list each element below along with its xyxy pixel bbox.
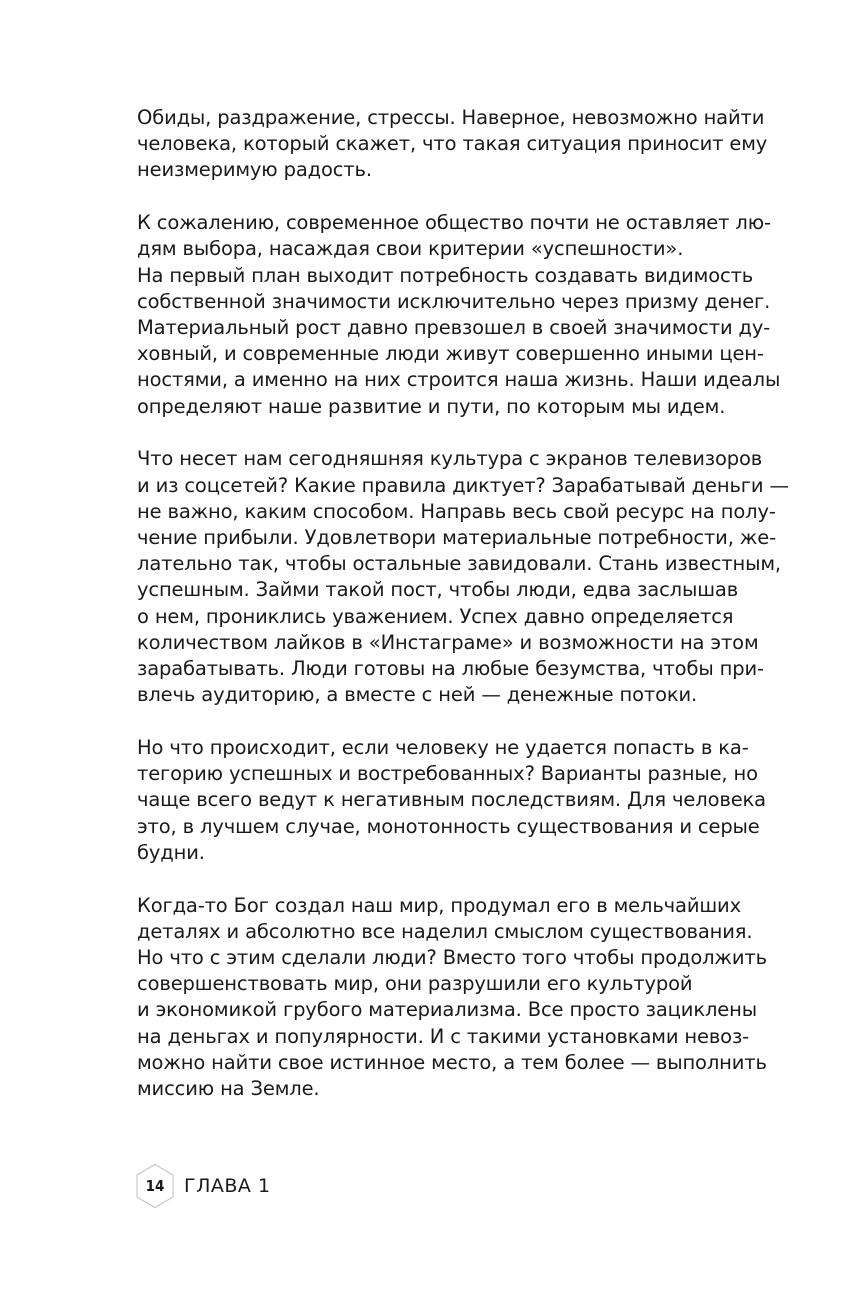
page-footer	[135, 1163, 271, 1209]
text-line: ностями, а именно на них строится наша жизнь. Наши идеалы	[137, 368, 781, 392]
text-line: Что несет нам сегодняшняя культура с экранов телевизоров	[137, 447, 763, 471]
text-line: о нем, прониклись уважением. Успех давно определяется	[137, 604, 734, 628]
text-line: можно найти свое истинное место, а тем более — выполнить	[137, 1050, 767, 1074]
text-line: это, в лучшем случае, монотонность существования и серые	[137, 814, 760, 838]
text-line: На первый план выходит потребность создавать видимость	[137, 263, 754, 287]
text-line: на деньгах и популярности. И с такими установками невоз-	[137, 1024, 750, 1048]
text-line: Обиды, раздражение, стрессы. Наверное, невозможно найти	[137, 106, 765, 129]
paragraph-5	[137, 893, 767, 1103]
body-text	[137, 105, 789, 1102]
text-line: лательно так, чтобы остальные завидовали. Стань известным,	[137, 552, 781, 576]
text-line: К сожалению, современное общество почти не оставляет лю-	[137, 211, 771, 235]
text-line: и из соцсетей? Какие правила диктует? Зарабатывай деньги —	[137, 473, 789, 497]
text-line: влечь аудиторию, а вместе с ней — денежные потоки.	[137, 683, 698, 707]
paragraph-4	[137, 735, 766, 866]
paragraph-3	[137, 446, 789, 708]
text-line: чение прибыли. Удовлетвори материальные потребности, же-	[137, 526, 776, 550]
paragraph-2	[137, 210, 781, 420]
text-line: ховный, и современные люди живут совершенно иными цен-	[137, 342, 764, 366]
text-line: Материальный рост давно превзошел в своей значимости ду-	[137, 316, 771, 340]
text-line: неизмеримую радость.	[137, 158, 372, 182]
text-line: дям выбора, насаждая свои критерии «успешности».	[137, 237, 684, 261]
text-line: количеством лайков в «Инстаграме» и возможности на этом	[137, 630, 759, 654]
text-line: Но что происходит, если человеку не удается попасть в ка-	[137, 736, 749, 760]
text-line: человека, который скажет, что такая ситуация приносит ему	[137, 132, 768, 156]
text-line: успешным. Займи такой пост, чтобы люди, едва заслышав	[137, 578, 739, 602]
text-line: будни.	[137, 840, 205, 864]
page-number-badge	[135, 1163, 175, 1209]
text-line: тегорию успешных и востребованных? Варианты разные, но	[137, 762, 758, 786]
page-number: 14	[145, 1177, 165, 1195]
text-line: и экономикой грубого материализма. Все просто зациклены	[137, 998, 757, 1022]
text-line: совершенствовать мир, они разрушили его культурой	[137, 972, 693, 996]
text-line: не важно, каким способом. Направь весь свой ресурс на полу-	[137, 499, 776, 523]
text-line: миссию на Земле.	[137, 1077, 320, 1101]
chapter-label: ГЛАВА 1	[184, 1175, 271, 1197]
text-line: деталях и абсолютно все наделил смыслом существования.	[137, 919, 753, 943]
text-line: чаще всего ведут к негативным последствиям. Для человека	[137, 788, 766, 812]
text-line: определяют наше развитие и пути, по которым мы идем.	[137, 394, 726, 418]
text-line: собственной значимости исключительно через призму денег.	[137, 289, 771, 313]
text-line: зарабатывать. Люди готовы на любые безумства, чтобы при-	[137, 657, 764, 681]
text-line: Но что с этим сделали люди? Вместо того чтобы продолжить	[137, 946, 767, 970]
paragraph-1	[137, 105, 768, 184]
text-line: Когда-то Бог создал наш мир, продумал его в мельчайших	[137, 893, 741, 917]
